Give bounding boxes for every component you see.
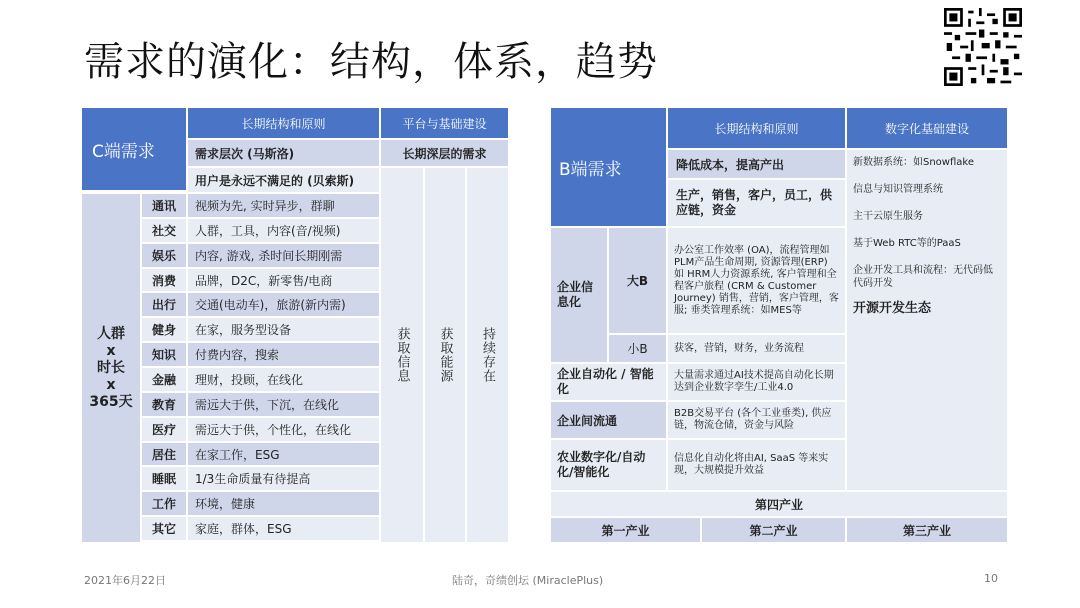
agriculture-desc: 信息化自动化将由AI, SaaS 等来实现，大规模提升效益 (668, 440, 845, 490)
circulation-desc: B2B交易平台 (各个工业垂类), 供应链，物流仓储，资金与风险 (668, 402, 845, 438)
category-label: 消费 (142, 269, 186, 292)
industry-secondary: 第二产业 (702, 518, 845, 542)
category-desc: 1/3生命质量有待提高 (188, 467, 379, 490)
category-desc: 品牌，D2C，新零售/电商 (188, 269, 379, 292)
category-label: 知识 (142, 343, 186, 366)
category-desc: 内容, 游戏, 杀时间长期刚需 (188, 244, 379, 267)
reduce-cost: 降低成本，提高产出 (668, 150, 845, 178)
category-label: 社交 (142, 219, 186, 242)
category-desc: 在家工作，ESG (188, 443, 379, 466)
get-info-label: 获取信息 (394, 327, 410, 383)
open-source-ecosystem: 开源开发生态 (853, 301, 932, 316)
category-desc: 环境，健康 (188, 492, 379, 515)
category-label: 金融 (142, 368, 186, 391)
enterprise-informatization: 企业信息化 (551, 228, 607, 362)
vertical-col-energy (425, 168, 465, 542)
page-number: 10 (984, 572, 998, 585)
footer-date: 2021年6月22日 (84, 574, 166, 587)
needs-hierarchy: 需求层次 (马斯洛) (188, 140, 379, 166)
category-label: 其它 (142, 517, 186, 540)
category-label: 医疗 (142, 418, 186, 441)
industry-tertiary: 第三产业 (847, 518, 1007, 542)
category-desc: 需远大于供，下沉，在线化 (188, 393, 379, 416)
category-desc: 在家，服务型设备 (188, 318, 379, 341)
people-time-label: 人群 x 时长 x 365天 (82, 194, 140, 542)
industry-primary: 第一产业 (551, 518, 700, 542)
category-desc: 人群，工具，内容(音/视频) (188, 219, 379, 242)
agriculture-digitalization: 农业数字化/自动化/智能化 (551, 440, 666, 490)
small-b-desc: 获客，营销，财务，业务流程 (668, 335, 845, 362)
persist-label: 持续存在 (480, 327, 495, 383)
deep-needs: 长期深层的需求 (381, 140, 508, 166)
big-b-label: 大B (609, 228, 666, 333)
small-b-label: 小B (609, 335, 666, 362)
user-never-satisfied: 用户是永远不满足的 (贝索斯) (188, 168, 379, 192)
digital-item: 新数据系统：如Snowflake (853, 157, 974, 168)
footer-author: 陆奇，奇绩创坛 (MiraclePlus) (452, 574, 604, 587)
page-title: 需求的演化：结构，体系，趋势 (84, 39, 658, 85)
category-label: 健身 (142, 318, 186, 341)
digital-item: 信息与知识管理系统 (853, 184, 943, 195)
digital-item: 基于Web RTC等的PaaS (853, 238, 961, 249)
b-col-digital-header: 数字化基础建设 (847, 108, 1007, 148)
vertical-col-persist (467, 168, 508, 542)
get-energy-label: 获取能源 (437, 327, 453, 383)
inter-enterprise-circulation: 企业间流通 (551, 402, 666, 438)
big-b-desc: 办公室工作效率 (OA)，流程管理如 PLM产品生命周期, 资源管理(ERP) 如 HRM人力资源系统, 客户管理和全程客户旅程 (CRM & Customer Journey) 销售，营销，客户管理，客服; 垂类管理系统：如MES等 (668, 228, 845, 333)
business-factors: 生产，销售，客户，员工，供应链，资金 (668, 180, 845, 226)
category-desc: 理财，投顾，在线化 (188, 368, 379, 391)
qr-code-icon (944, 8, 1022, 86)
category-label: 工作 (142, 492, 186, 515)
category-desc: 视频为先, 实时异步，群聊 (188, 194, 379, 217)
automation-desc: 大量需求通过AI技术提高自动化长期达到企业数字孪生/工业4.0 (668, 364, 845, 400)
vertical-col-info (381, 168, 423, 542)
c-col-platform-header: 平台与基础建设 (381, 108, 508, 138)
category-label: 出行 (142, 293, 186, 316)
b-col-structure-header: 长期结构和原则 (668, 108, 845, 148)
category-label: 教育 (142, 393, 186, 416)
digital-item: 主干云原生服务 (853, 211, 923, 222)
category-label: 居住 (142, 443, 186, 466)
digital-infrastructure-list (847, 150, 1007, 490)
c-col-structure-header: 长期结构和原则 (188, 108, 379, 138)
category-desc: 家庭，群体，ESG (188, 517, 379, 540)
b-end-title: B端需求 (551, 108, 666, 226)
fourth-industry: 第四产业 (551, 492, 1007, 516)
category-label: 娱乐 (142, 244, 186, 267)
category-desc: 需远大于供，个性化，在线化 (188, 418, 379, 441)
enterprise-automation: 企业自动化 / 智能化 (551, 364, 666, 400)
digital-item: 企业开发工具和流程：无代码低代码开发 (853, 265, 993, 289)
category-label: 睡眠 (142, 467, 186, 490)
category-desc: 交通(电动车)，旅游(新内需) (188, 293, 379, 316)
c-end-title: C端需求 (82, 108, 186, 190)
category-desc: 付费内容，搜索 (188, 343, 379, 366)
category-label: 通讯 (142, 194, 186, 217)
